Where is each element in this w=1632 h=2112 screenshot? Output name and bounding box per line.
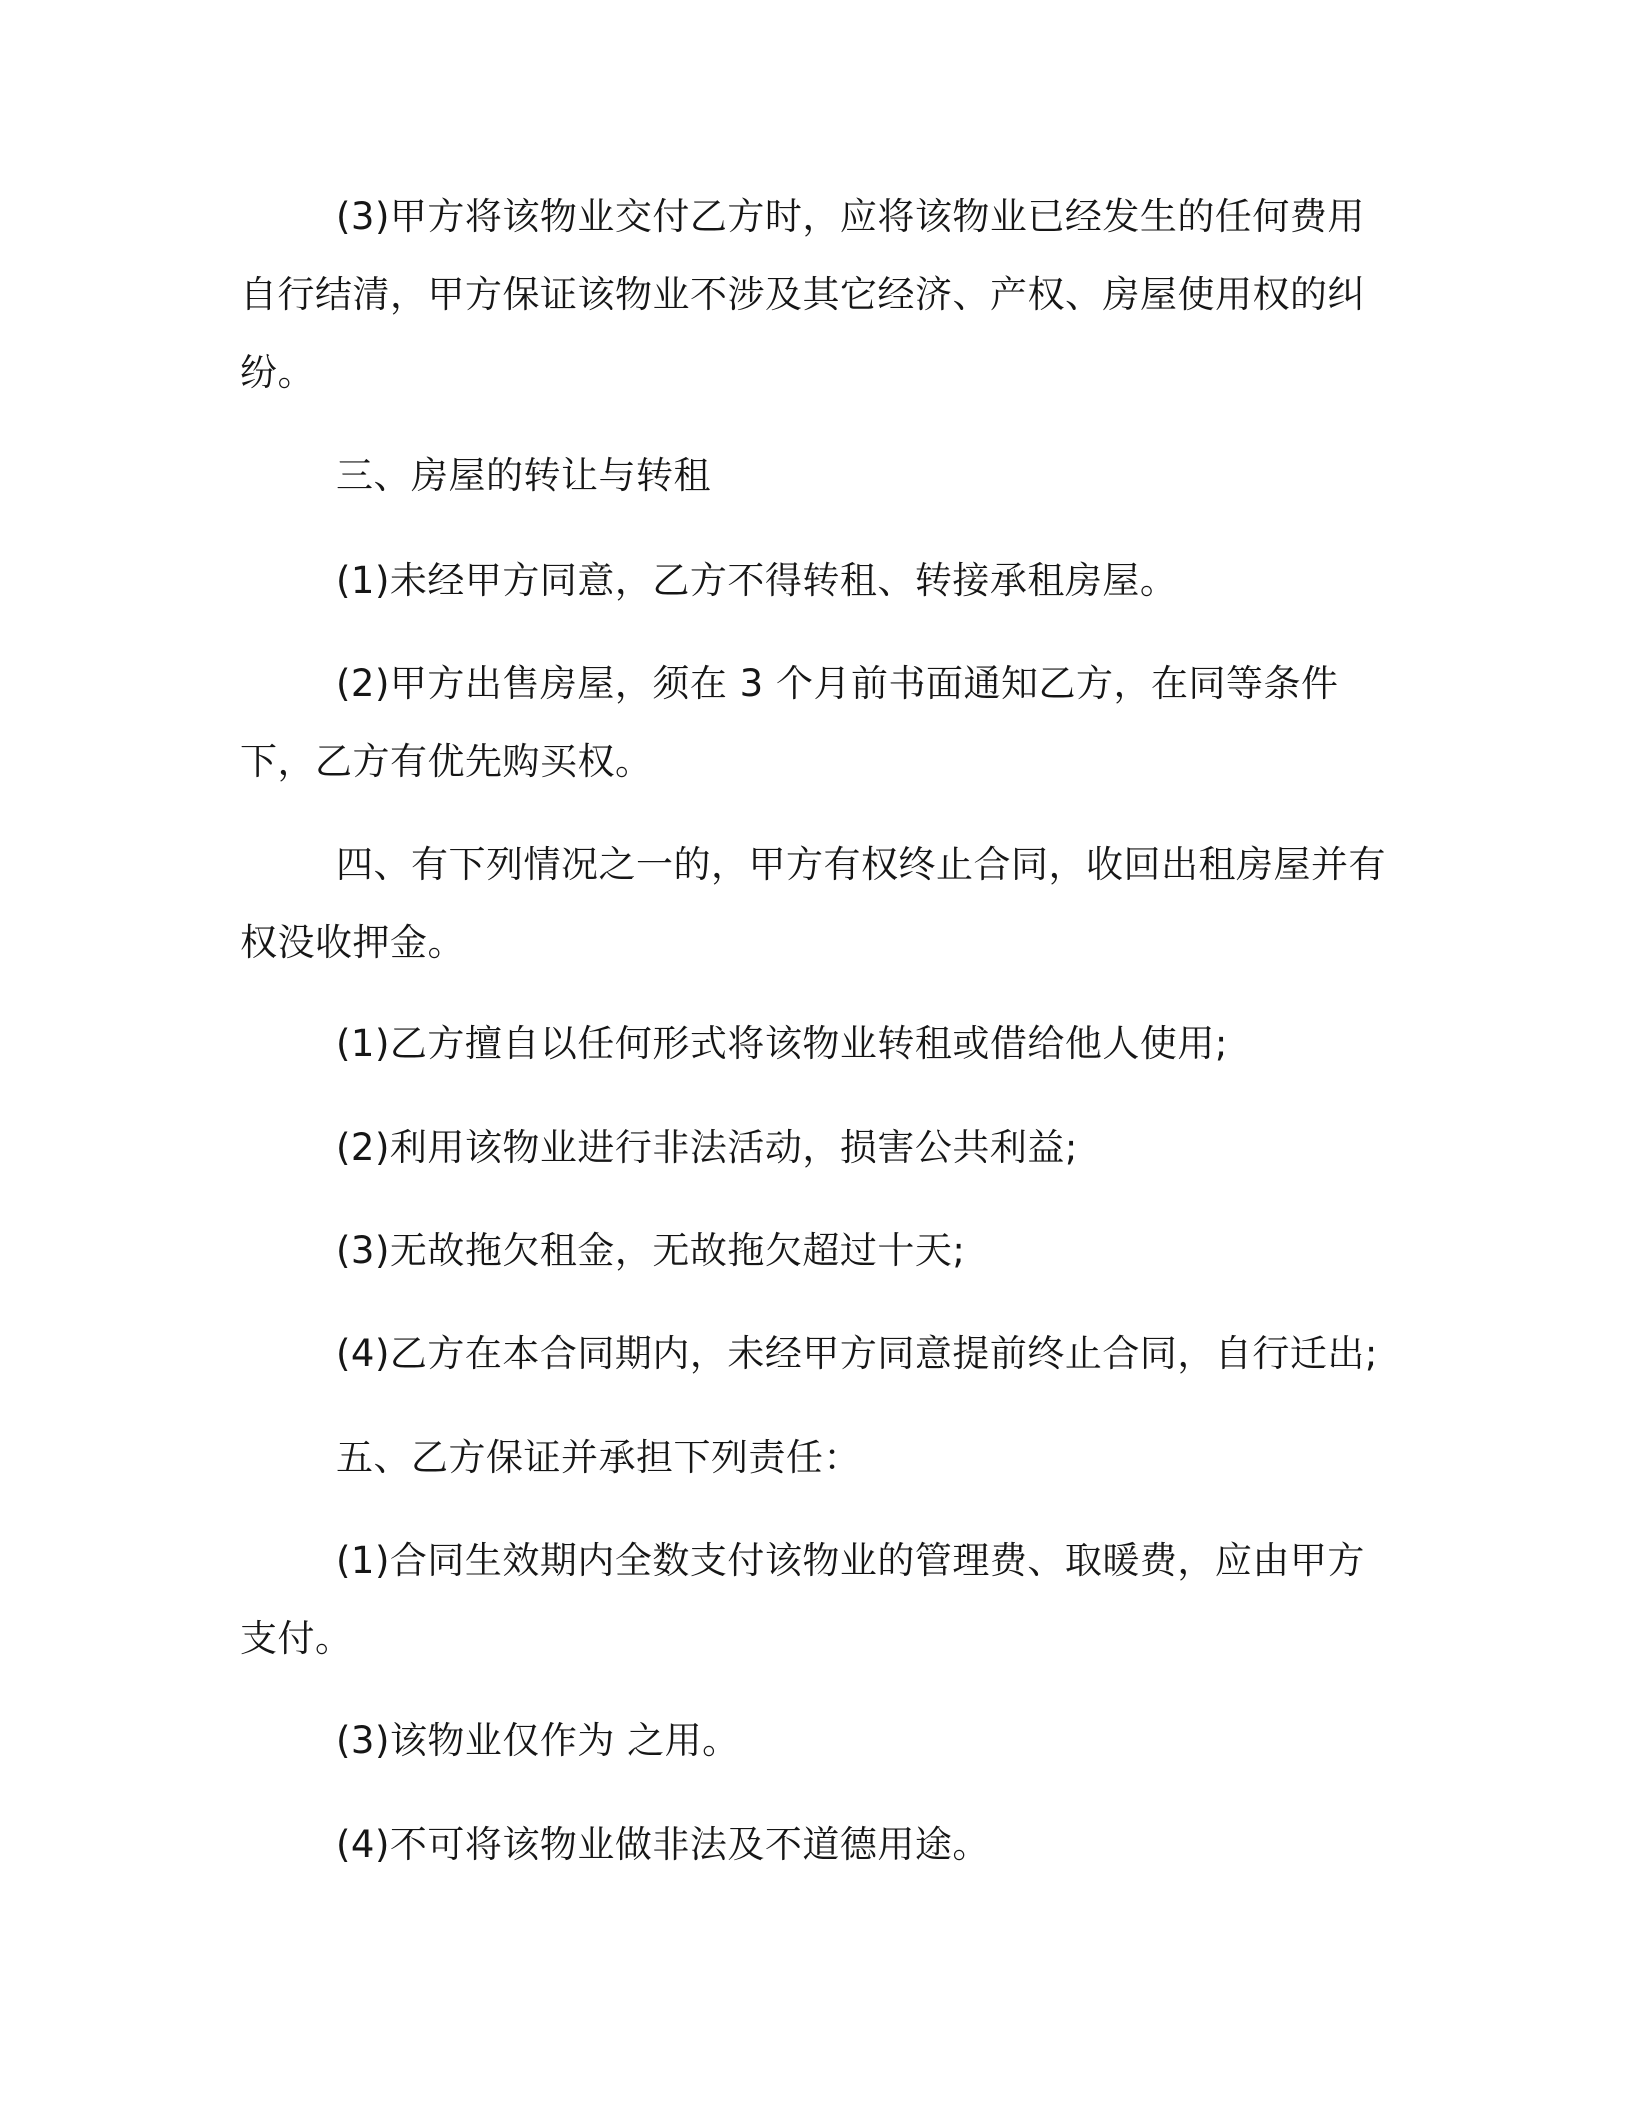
paragraph-clause-3-settlement: (3)甲方将该物业交付乙方时，应将该物业已经发生的任何费用自行结清，甲方保证该物业不涉及其它经济、产权、房屋使用权的纠纷。 [240,195,1365,394]
paragraph-section-5-heading: 五、乙方保证并承担下列责任： [336,1436,861,1479]
paragraph-clause-3-arrears: (3)无故拖欠租金，无故拖欠超过十天; [336,1229,966,1272]
paragraph-clause-2-illegal: (2)利用该物业进行非法活动，损害公共利益; [336,1126,1078,1169]
paragraph-section-4-heading: 四、有下列情况之一的，甲方有权终止合同，收回出租房屋并有权没收押金。 [240,843,1386,964]
paragraph-clause-2-sale-notice: (2)甲方出售房屋，须在 3 个月前书面通知乙方，在同等条件下，乙方有优先购买权。 [240,662,1339,783]
paragraph-clause-1-no-sublet: (1)未经甲方同意，乙方不得转租、转接承租房屋。 [336,559,1178,602]
paragraph-clause-1-fees: (1)合同生效期内全数支付该物业的管理费、取暖费，应由甲方支付。 [240,1539,1365,1660]
paragraph-clause-4-early-termination: (4)乙方在本合同期内，未经甲方同意提前终止合同，自行迁出; [336,1332,1378,1375]
paragraph-clause-1-sublet: (1)乙方擅自以任何形式将该物业转租或借给他人使用; [336,1022,1228,1065]
paragraph-clause-4-prohibited-use: (4)不可将该物业做非法及不道德用途。 [336,1823,990,1866]
paragraph-clause-3-usage: (3)该物业仅作为 之用。 [336,1719,740,1762]
paragraph-section-3-heading: 三、房屋的转让与转租 [336,454,711,497]
